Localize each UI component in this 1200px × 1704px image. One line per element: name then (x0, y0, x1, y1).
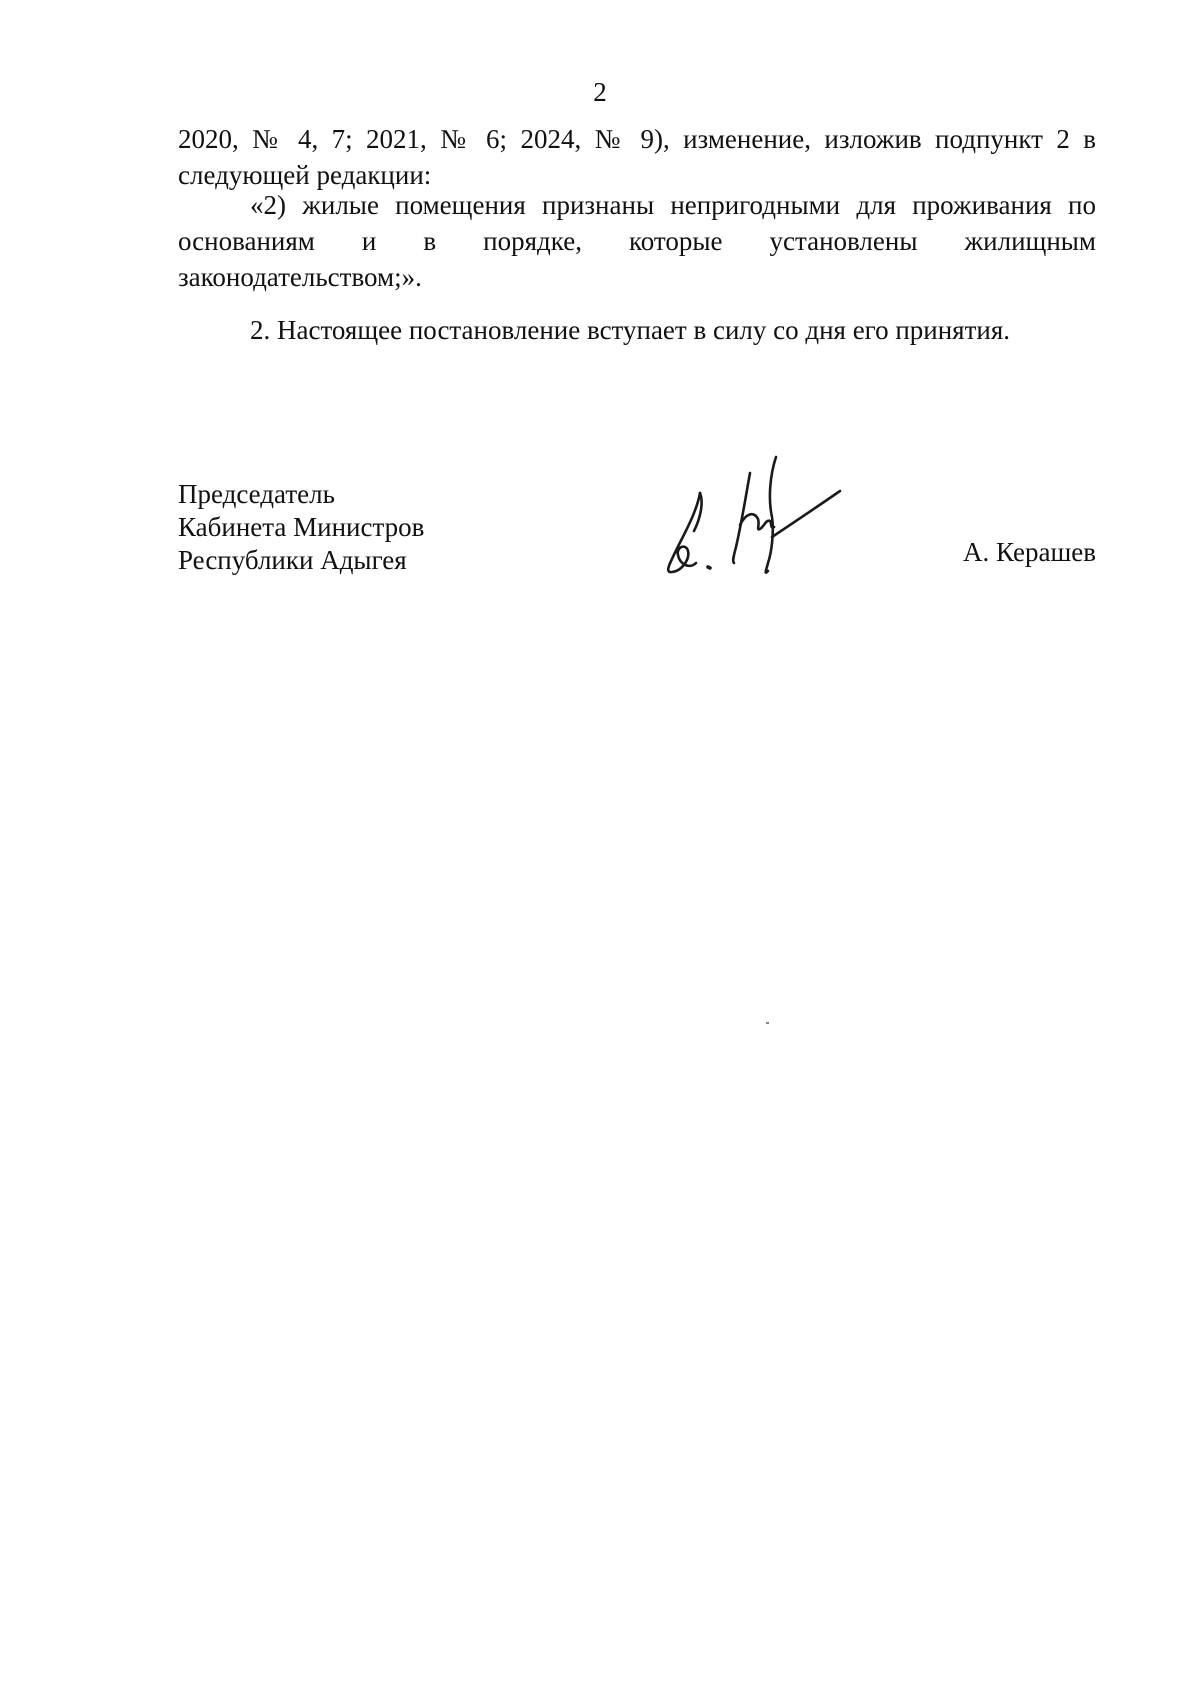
scan-speck (766, 1022, 769, 1024)
signatory-position (178, 478, 424, 577)
paragraph-line: основаниям и в порядке, которые установлены жилищным (178, 226, 1096, 256)
paragraph-line: законодательством;». (178, 262, 422, 292)
handwritten-signature (660, 455, 850, 580)
position-line: Республики Адыгея (178, 545, 407, 575)
position-line: Председатель (178, 479, 335, 509)
paragraph-line: 2020, № 4, 7; 2021, № 6; 2024, № 9), изменение, изложив подпункт 2 в (178, 124, 1096, 154)
paragraph-effective-date: 2. Настоящее постановление вступает в силу со дня его принятия. (250, 315, 1011, 345)
position-line: Кабинета Министров (178, 512, 425, 542)
paragraph-line: «2) жилые помещения признаны непригодными для проживания по (250, 190, 1096, 220)
page-number: 2 (593, 77, 607, 107)
paragraph-amendment-intro (178, 121, 1096, 193)
paragraph-line: следующей редакции: (178, 160, 432, 190)
paragraph-amended-subpoint (178, 187, 1096, 295)
signer-name: А. Керашев (963, 537, 1096, 567)
